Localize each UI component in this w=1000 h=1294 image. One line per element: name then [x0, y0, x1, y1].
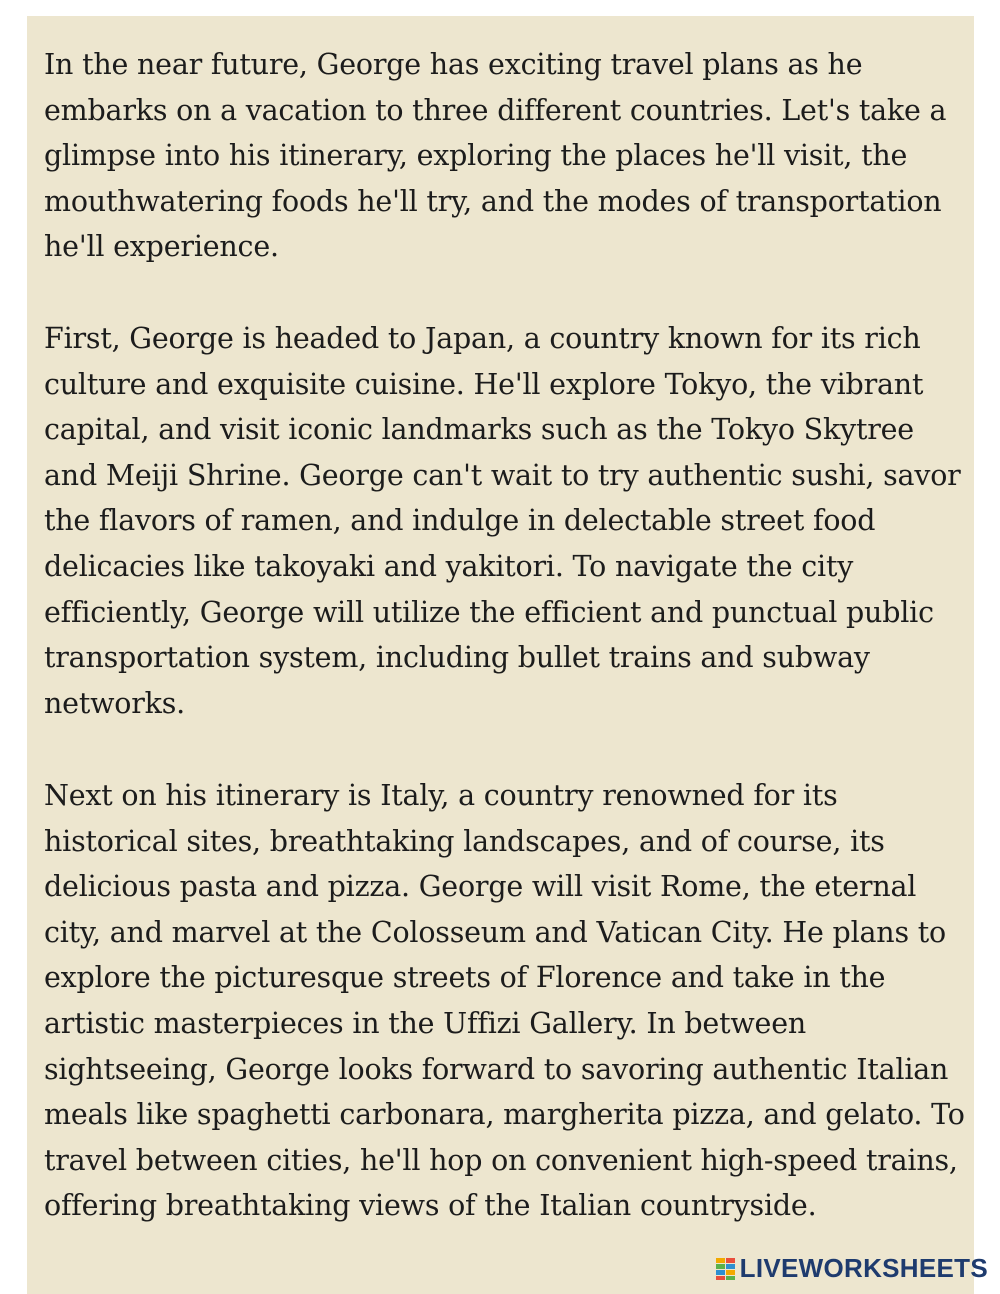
brand-name: LIVEWORKSHEETS [739, 1253, 988, 1283]
worksheet-page [27, 16, 974, 1294]
liveworksheets-logo-icon [716, 1258, 736, 1280]
paragraph-intro: In the near future, George has exciting travel plans as he embarks on a vacation to three different countries. Let's take a glimpse into his itinerary, exploring the places he'll visit, the mouthwatering foods he'll try, and the modes of transportation he'll experience. [44, 48, 947, 264]
liveworksheets-brand [716, 1253, 988, 1284]
paragraph-italy: Next on his itinerary is Italy, a country renowned for its historical sites, breathtaking landscapes, and of course, its delicious pasta and pizza. George will visit Rome, the eternal city, and marvel at the Colosseum and Vatican City. He plans to explore the picturesque streets of Florence and take in the artistic masterpieces in the Uffizi Gallery. In between sightseeing, George looks forward to savoring authentic Italian meals like spaghetti carbonara, margherita pizza, and gelato. To travel between cities, he'll hop on convenient high-speed trains, offering breathtaking views of the Italian countryside. [44, 779, 965, 1223]
paragraph-japan: First, George is headed to Japan, a country known for its rich culture and exquisite cuisine. He'll explore Tokyo, the vibrant capital, and visit iconic landmarks such as the Tokyo Skytree and Meiji Shrine. George can't wait to try authentic sushi, savor the flavors of ramen, and indulge in delectable street food delicacies like takoyaki and yakitori. To navigate the city efficiently, George will utilize the efficient and punctual public transportation system, including bullet trains and subway networks. [44, 322, 961, 720]
